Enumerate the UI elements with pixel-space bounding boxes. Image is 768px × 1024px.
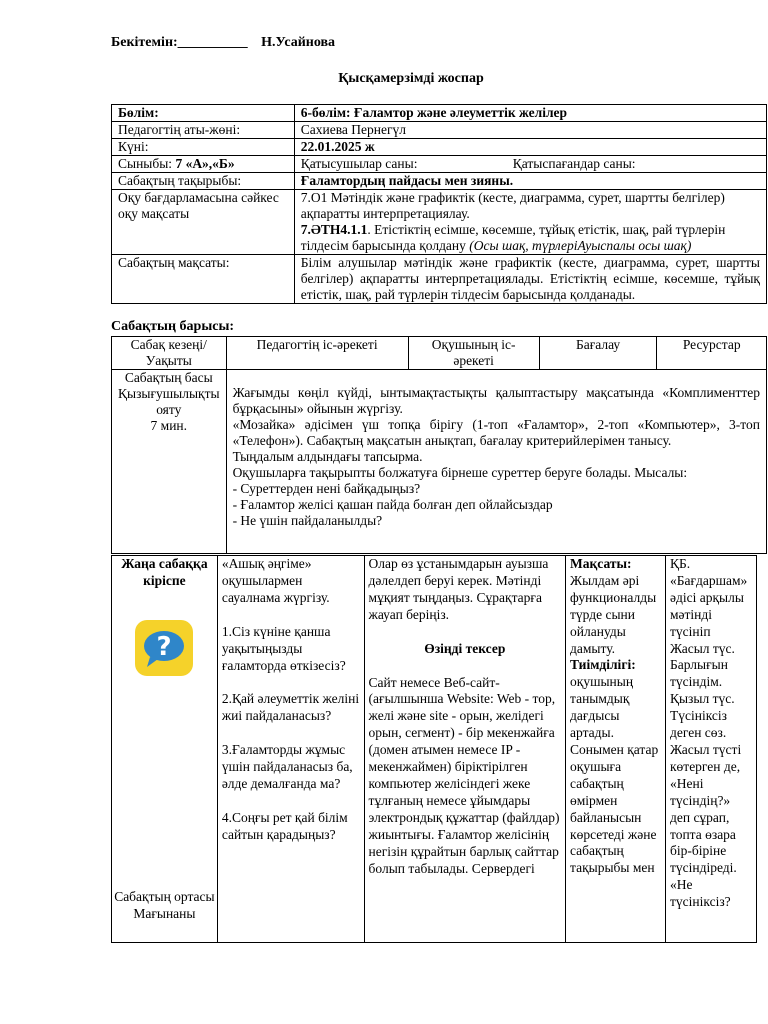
progress-table <box>111 336 767 554</box>
stage1-line-3: Тыңдалым алдындағы тапсырма. <box>232 449 423 464</box>
col-teacher: Педагогтің іс-әрекеті <box>226 337 408 370</box>
objective-1: 7.О1 Мәтіндік және графиктік (кесте, диаграмма, сурет, шартты белгілер) ақпаратты интерпретациялау. <box>300 190 725 221</box>
stage1-time: 7 мин. <box>150 418 188 433</box>
question-4: 4.Соңғы рет қай білім сайтын қарадыңыз? <box>221 809 348 842</box>
section-value: 6-бөлім: Ғаламтор және әлеуметтік желілер <box>294 105 766 122</box>
stage2-table <box>111 555 757 943</box>
objectives-label: Оқу бағдарламасына сәйкес оқу мақсаты <box>112 190 295 255</box>
date-label: Күні: <box>112 139 295 156</box>
approved-name: Н.Усайнова <box>261 35 336 50</box>
lesson-goal-value: Білім алушылар мәтіндік және графиктік (кесте, диаграмма, сурет, шартты белгілер) ақпаратты интерпретациялады. Етістіктің есімше, көсемше, тұйық етістік, шақ, рай түрлерін тілдесім барысында қолданады. <box>294 255 766 304</box>
stage2-name: Жаңа сабаққа кіріспе <box>121 556 208 588</box>
resources-text: ҚБ. «Бағдаршам» әдісі арқылы мәтінді түсініп Жасыл түс. Барлығын түсіндім. Қызыл түс. Түсініксіз деген сөз. Жасыл түсті көтерген де, «Нені түсіндің?» деп сұрап, топта өзара бір-біріне түсіндіреді. «Не түсініксіз? <box>665 556 756 943</box>
goal-label: Мақсаты: <box>570 556 632 571</box>
teacher-label: Педагогтің аты-жөні: <box>112 122 295 139</box>
topic-row <box>112 173 767 190</box>
col-student: Оқушының іс-әрекеті <box>408 337 539 370</box>
section-row <box>112 105 767 122</box>
objective-2-text: . Етістіктің есімше, көсемше, тұйық етістік, шақ, рай түрлерін тілдесім барысында қолдану <box>300 222 726 253</box>
present-label: Қатысушылар саны: <box>300 156 418 171</box>
progress-header-row <box>112 337 767 370</box>
stage1-line-1: Жағымды көңіл күйді, ынтымақтастықты қалыптастыру мақсатында «Комплименттер бұрқасыны» ойынын жүргізу. <box>232 385 760 416</box>
question-2: 2.Қай әлеуметтік желіні жиі пайдаланасыз? <box>221 691 360 724</box>
progress-heading: Сабақтың барысы: <box>111 319 235 334</box>
teacher-value: Сахиева Пернегүл <box>294 122 766 139</box>
teacher-row <box>112 122 767 139</box>
student-intro: Олар өз ұстанымдарын ауызша дәлелдеп беруі керек. Мәтінді мұқият тыңдаңыз. Сұрақтарға жауап беріңіз. <box>368 556 549 622</box>
stage1-row <box>112 370 767 554</box>
stage1-line-4: Оқушыларға тақырыпты болжатуға бірнеше суреттер беруге болады. Мысалы: <box>232 465 688 480</box>
self-check-heading: Өзіңді тексер <box>424 640 506 656</box>
stage1-line-6: - Ғаламтор желісі қашан пайда болған деп ойлайсыздар <box>232 497 553 512</box>
objective-2-italic: (Осы шақ, түрлеріАуыспалы осы шақ) <box>469 238 692 253</box>
effect-text: оқушының танымдық дағдысы артады. Сонымен қатар оқушыға сабақтың өмірмен байланысын көрсетеді және сабақтың тақырыбы мен <box>570 674 659 876</box>
question-icon <box>135 620 193 676</box>
date-value: 22.01.2025 ж <box>294 139 766 156</box>
stage2-row <box>112 556 757 943</box>
stage1-line-5: - Суреттерден нені байқадыңыз? <box>232 481 421 496</box>
teacher-intro: «Ашық әңгіме» оқушылармен сауалнама жүргізу. <box>221 556 330 605</box>
col-stage: Сабақ кезеңі/ Уақыты <box>112 337 227 370</box>
objective-2-code: 7.ӘТН4.1.1 <box>300 222 368 237</box>
topic-value: Ғаламтордың пайдасы мен зияны. <box>294 173 766 190</box>
svg-text:?: ? <box>156 631 172 662</box>
stage1-name: Сабақтың басы Қызығушылықты ояту <box>118 370 220 417</box>
question-3: 3.Ғаламторды жұмыс үшін пайдаланасыз ба, әлде демалғанда ма? <box>221 742 353 792</box>
lesson-goal-label: Сабақтың мақсаты: <box>112 255 295 304</box>
effect-label: Тиімділігі: <box>570 657 636 673</box>
objectives-row <box>112 190 767 255</box>
goal-text: Жылдам әрі функционалды түрде сыни ойлануды дамыту. <box>570 572 657 656</box>
page-title: Қысқамерзімді жоспар <box>338 71 484 86</box>
stage3-name: Сабақтың ортасы Мағынаны <box>114 889 215 921</box>
question-1: 1.Сіз күніне қанша уақытыңызды ғаламторда өткізесіз? <box>221 623 346 673</box>
lesson-goal-row <box>112 255 767 304</box>
col-assessment: Бағалау <box>539 337 657 370</box>
student-text: Сайт немесе Веб-сайт- (ағылшынша Website: Web - тор, желі және site - орын, желідегі орын, сегмент) - бір мекенжайға (домен атымен немесе IP - мекенжаймен) біріктірілген компьютер желісіндегі жеке тұлғаның немесе ұйымдары электрондық құжаттар (файлдар) жиынтығы. Ғаламтор желісінің негізін құрайтын барлық сайттар болып табылады. Сервердегі <box>368 674 560 876</box>
date-row <box>112 139 767 156</box>
class-label: Сыныбы: <box>118 156 176 171</box>
class-row <box>112 156 767 173</box>
approved-label: Бекітемін:__________ <box>111 35 248 50</box>
section-label: Бөлім: <box>112 105 295 122</box>
info-table <box>111 104 767 304</box>
stage1-line-7: - Не үшін пайдаланылды? <box>232 513 383 528</box>
stage1-line-2: «Мозайка» әдісімен үш топқа бірігу (1-топ «Ғаламтор», 2-топ «Компьютер», 3-топ «Телефон»). Сабақтың мақсатын анықтап, бағалау критерийлерімен танысу. <box>232 417 760 448</box>
absent-label: Қатыспағандар саны: <box>512 156 636 171</box>
topic-label: Сабақтың тақырыбы: <box>112 173 295 190</box>
col-resources: Ресурстар <box>657 337 767 370</box>
class-value: 7 «А»,«Б» <box>175 156 235 171</box>
